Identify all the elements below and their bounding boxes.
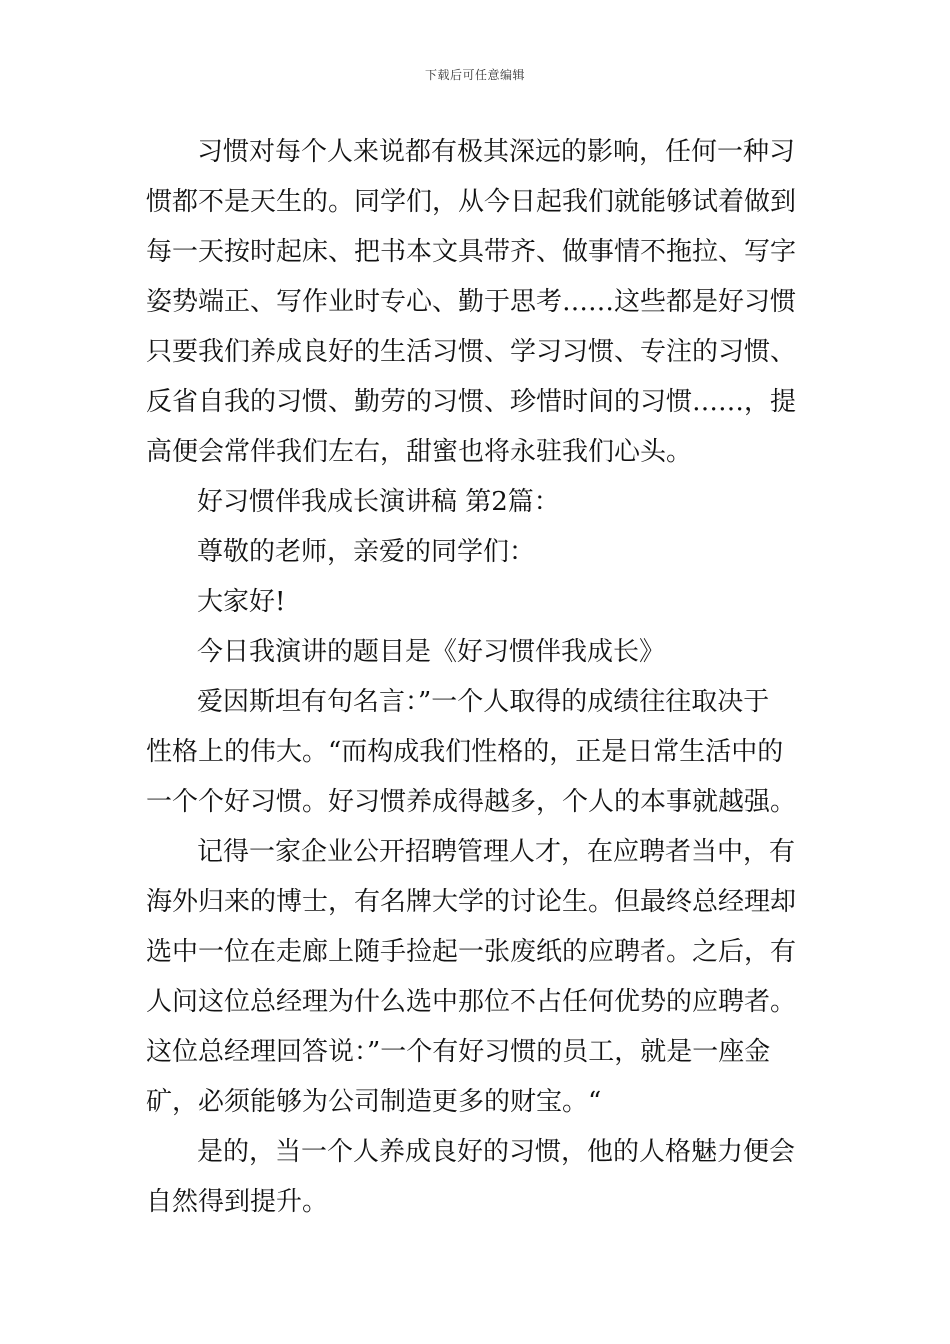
text-line: 反省自我的习惯、勤劳的习惯、珍惜时间的习惯……，提 bbox=[146, 387, 797, 417]
text-line: 记得一家企业公开招聘管理人才，在应聘者当中，有 bbox=[197, 837, 796, 867]
text-line: 每一天按时起床、把书本文具带齐、做事情不拖拉、写字 bbox=[146, 237, 797, 267]
text-line: 矿，必须能够为公司制造更多的财宝。“ bbox=[146, 1087, 602, 1117]
greeting-line: 尊敬的老师，亲爱的同学们： bbox=[197, 537, 536, 567]
text-line: 海外归来的博士，有名牌大学的讨论生。但最终总经理却 bbox=[146, 887, 797, 917]
text-line: 人问这位总经理为什么选中那位不占任何优势的应聘者。 bbox=[146, 987, 797, 1017]
text-line: 高便会常伴我们左右，甜蜜也将永驻我们心头。 bbox=[146, 437, 693, 467]
text-line: 爱因斯坦有句名言：”一个人取得的成绩往往取决于 bbox=[197, 687, 770, 717]
text-line: 只要我们养成良好的生活习惯、学习习惯、专注的习惯、 bbox=[146, 337, 797, 367]
text-line: 选中一位在走廊上随手捡起一张废纸的应聘者。之后，有 bbox=[146, 937, 797, 967]
text-line: 今日我演讲的题目是《好习惯伴我成长》 bbox=[197, 637, 666, 667]
text-line: 性格上的伟大。“而构成我们性格的，正是日常生活中的 bbox=[146, 737, 784, 767]
text-line: 这位总经理回答说：”一个有好习惯的员工，就是一座金 bbox=[146, 1037, 771, 1067]
text-line: 一个个好习惯。好习惯养成得越多，个人的本事就越强。 bbox=[146, 787, 797, 817]
text-line: 惯都不是天生的。同学们，从今日起我们就能够试着做到 bbox=[146, 187, 797, 217]
text-line: 自然得到提升。 bbox=[146, 1187, 329, 1217]
text-line: 姿势端正、写作业时专心、勤于思考……这些都是好习惯 bbox=[146, 287, 797, 317]
section-heading: 好习惯伴我成长演讲稿 第2篇： bbox=[197, 487, 560, 517]
text-line: 是的，当一个人养成良好的习惯，他的人格魅力便会 bbox=[197, 1137, 796, 1167]
text-line: 习惯对每个人来说都有极其深远的影响，任何一种习 bbox=[197, 137, 796, 167]
page-header: 下载后可任意编辑 bbox=[424, 68, 525, 82]
greeting-line: 大家好! bbox=[197, 587, 286, 617]
